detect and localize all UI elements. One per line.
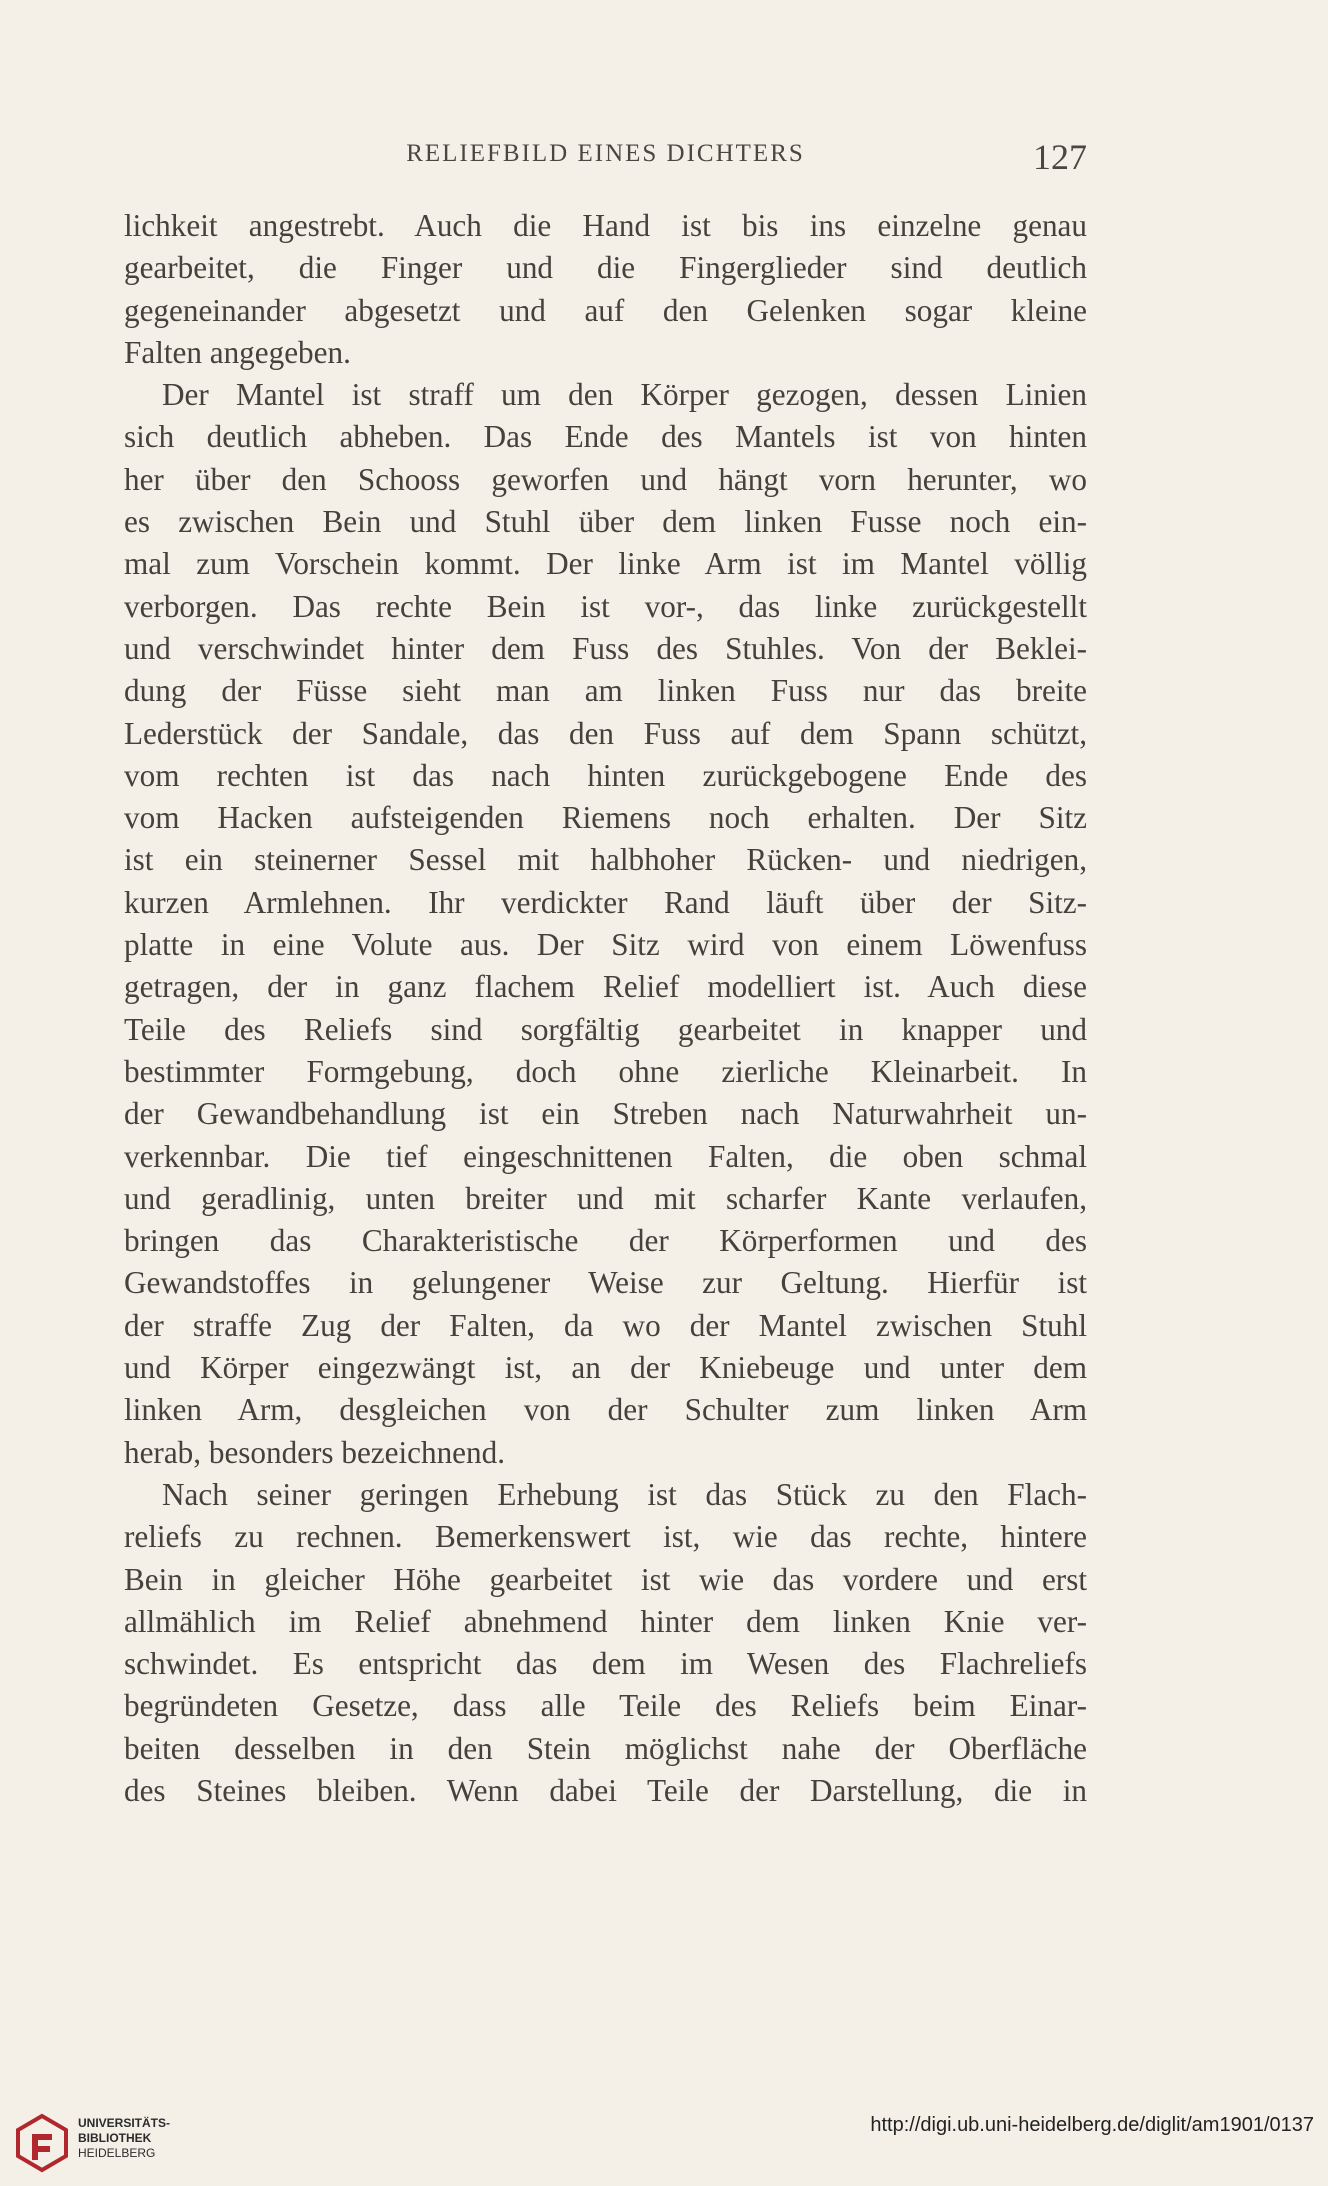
text-line: Teile des Reliefs sind sorgfältig gearbeitet in knapper und [124, 1011, 1087, 1047]
text-line: sich deutlich abheben. Das Ende des Mantels ist von hinten [124, 419, 1087, 455]
text-line: mal zum Vorschein kommt. Der linke Arm ist im Mantel völlig [124, 546, 1087, 582]
text-line: gegeneinander abgesetzt und auf den Gelenken sogar kleine [124, 292, 1087, 328]
text-line: ist ein steinerner Sessel mit halbhoher Rücken- und niedrigen, [124, 842, 1087, 878]
text-line: Nach seiner geringen Erhebung ist das Stück zu den Flach- [162, 1476, 1087, 1512]
text-line: Falten angegeben. [124, 334, 351, 370]
text-line: verborgen. Das rechte Bein ist vor-, das linke zurückgestellt [124, 588, 1087, 624]
text-line: getragen, der in ganz flachem Relief modelliert ist. Auch diese [124, 969, 1087, 1005]
footer [0, 2096, 1328, 2186]
running-head [124, 137, 1087, 180]
text-line: begründeten Gesetze, dass alle Teile des Reliefs beim Einar- [124, 1688, 1087, 1724]
text-line: und geradlinig, unten breiter und mit scharfer Kante verlaufen, [124, 1180, 1087, 1216]
source-url[interactable]: http://digi.ub.uni-heidelberg.de/diglit/am1901/0137 [870, 2114, 1314, 2136]
text-line: kurzen Armlehnen. Ihr verdickter Rand läuft über der Sitz- [124, 884, 1087, 920]
running-title: RELIEFBILD EINES DICHTERS [406, 140, 805, 167]
text-line: platte in eine Volute aus. Der Sitz wird von einem Löwenfuss [124, 927, 1087, 963]
text-line: allmählich im Relief abnehmend hinter dem linken Knie ver- [124, 1603, 1087, 1639]
body-text [124, 205, 1087, 1812]
page-number: 127 [1033, 137, 1087, 177]
logo-line-1: UNIVERSITÄTS- [78, 2116, 171, 2130]
library-logo-icon [14, 2112, 70, 2174]
text-line: linken Arm, desgleichen von der Schulter zum linken Arm [124, 1392, 1087, 1428]
library-logo[interactable] [14, 2110, 214, 2176]
text-line: des Steines bleiben. Wenn dabei Teile der Darstellung, die in [124, 1772, 1087, 1808]
text-line: dung der Füsse sieht man am linken Fuss nur das breite [124, 673, 1087, 709]
text-line: her über den Schooss geworfen und hängt vorn herunter, wo [124, 461, 1087, 497]
text-line: und Körper eingezwängt ist, an der Kniebeuge und unter dem [124, 1350, 1087, 1386]
text-line: herab, besonders bezeichnend. [124, 1434, 506, 1470]
text-line: vom Hacken aufsteigenden Riemens noch erhalten. Der Sitz [124, 800, 1087, 836]
text-line: und verschwindet hinter dem Fuss des Stuhles. Von der Beklei- [124, 630, 1087, 666]
library-logo-text [78, 2116, 170, 2161]
text-line: der Gewandbehandlung ist ein Streben nach Naturwahrheit un- [124, 1096, 1087, 1132]
text-line: bringen das Charakteristische der Körperformen und des [124, 1223, 1087, 1259]
text-line: reliefs zu rechnen. Bemerkenswert ist, wie das rechte, hintere [124, 1519, 1087, 1555]
logo-line-2: BIBLIOTHEK [78, 2131, 152, 2145]
text-line: beiten desselben in den Stein möglichst nahe der Oberfläche [124, 1730, 1087, 1766]
text-line: gearbeitet, die Finger und die Fingerglieder sind deutlich [124, 250, 1087, 286]
text-line: Gewandstoffes in gelungener Weise zur Geltung. Hierfür ist [124, 1265, 1087, 1301]
logo-line-3: HEIDELBERG [78, 2146, 156, 2160]
text-line: Bein in gleicher Höhe gearbeitet ist wie das vordere und erst [124, 1561, 1087, 1597]
text-line: Lederstück der Sandale, das den Fuss auf dem Spann schützt, [124, 715, 1087, 751]
text-line: Der Mantel ist straff um den Körper gezogen, dessen Linien [162, 377, 1087, 413]
text-line: schwindet. Es entspricht das dem im Wesen des Flachreliefs [124, 1646, 1087, 1682]
text-line: der straffe Zug der Falten, da wo der Mantel zwischen Stuhl [124, 1307, 1087, 1343]
text-line: es zwischen Bein und Stuhl über dem linken Fusse noch ein- [124, 504, 1087, 540]
text-line: lichkeit angestrebt. Auch die Hand ist bis ins einzelne genau [124, 208, 1087, 243]
text-line: vom rechten ist das nach hinten zurückgebogene Ende des [124, 757, 1087, 793]
text-line: verkennbar. Die tief eingeschnittenen Falten, die oben schmal [124, 1138, 1087, 1174]
text-line: bestimmter Formgebung, doch ohne zierliche Kleinarbeit. In [124, 1053, 1087, 1089]
